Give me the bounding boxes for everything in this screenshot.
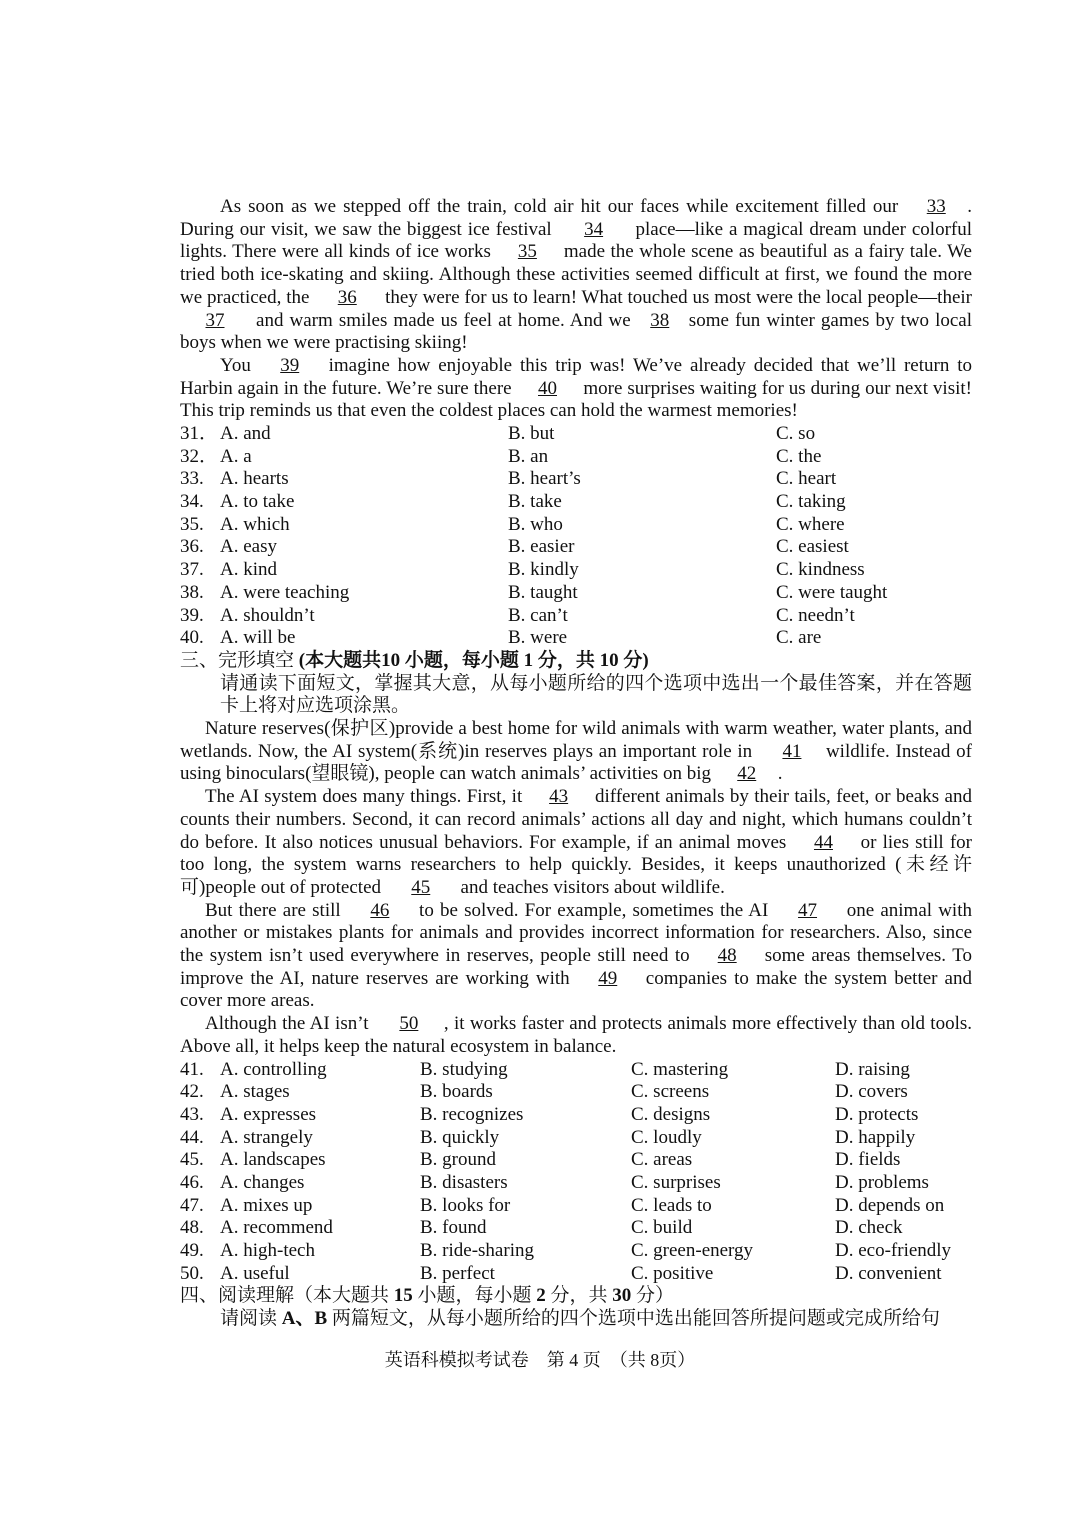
answer-blank-49: 49 [598, 967, 618, 989]
section4-mid2: 分，共 [545, 1285, 613, 1307]
passage-text: Although the AI isn’t [205, 1013, 374, 1035]
passage-text: place—like a magical dream under colorful lights. There were all kinds of ice works [180, 218, 972, 263]
option-d: D. convenient [835, 1262, 942, 1284]
answer-blank-44: 44 [813, 831, 833, 853]
options-31-40 [180, 423, 972, 650]
option-a: A. landscapes [220, 1149, 326, 1171]
option-b: B. heart’s [508, 468, 581, 490]
option-d: D. raising [835, 1058, 910, 1080]
option-d: D. check [835, 1217, 903, 1239]
section3-title: 三、完形填空 [180, 649, 295, 671]
option-b: B. studying [420, 1058, 508, 1080]
section4-title: 四、阅读理解（本大题共 [180, 1285, 394, 1307]
passage-text: more surprises waiting for us during our next visit! This trip reminds us that even the coldest places can hold the warmest memories! [180, 377, 972, 422]
section3-points: 1 [523, 649, 534, 671]
option-row [180, 536, 972, 559]
section3-note-mid2: 分，共 [533, 649, 600, 671]
question-number: 50. [180, 1262, 204, 1284]
section4-instruction-pre: 请阅读 [220, 1308, 282, 1330]
passage2-paragraph-3 [180, 900, 972, 1014]
answer-blank-39: 39 [280, 354, 300, 376]
option-b: B. take [508, 491, 562, 513]
option-a: A. useful [220, 1262, 290, 1284]
passage2-paragraph-2 [180, 786, 972, 900]
question-number: 42. [180, 1081, 204, 1103]
option-c: C. leads to [631, 1194, 712, 1216]
option-a: A. hearts [220, 468, 289, 490]
option-row [180, 559, 972, 582]
question-number: 39. [180, 604, 204, 626]
answer-blank-43: 43 [549, 786, 569, 808]
passage-text: made the whole scene as beautiful as a fairy tale. We tried both ice-skating and skiing. Although these activities seemed difficult at first, we found the more we practiced, the [180, 241, 972, 308]
passage-text: or lies still for too long, the system warns researchers to help quickly. Besides, it keeps unauthorized (未经许可)people out of protected [180, 831, 972, 898]
option-c: C. green-energy [631, 1240, 754, 1262]
option-row [180, 468, 972, 491]
option-b: B. kindly [508, 559, 579, 581]
question-number: 47. [180, 1194, 204, 1216]
option-c: C. mastering [631, 1058, 729, 1080]
option-row [180, 1059, 972, 1082]
passage-text: some areas themselves. To improve the AI, nature reserves are working with [180, 945, 972, 989]
option-row [180, 1263, 972, 1286]
option-a: A. recommend [220, 1217, 333, 1239]
passage1-paragraph-1 [180, 196, 972, 355]
option-a: A. and [220, 423, 271, 445]
section3-instruction: 请通读下面短文，掌握其大意，从每小题所给的四个选项中选出一个最佳答案，并在答题卡上将对应选项涂黑。 [220, 672, 972, 717]
option-row [180, 1195, 972, 1218]
section3-note-mid: 小题，每小题 [400, 649, 524, 671]
option-c: C. the [776, 445, 822, 467]
question-number: 32． [180, 445, 219, 467]
option-a: A. mixes up [220, 1194, 313, 1216]
passage-text: companies to make the system better and cover more areas. [180, 967, 972, 1012]
option-a: A. to take [220, 491, 295, 513]
answer-blank-47: 47 [798, 899, 818, 921]
passage-text: some fun winter games by two local boys when we were practising skiing! [180, 309, 973, 354]
option-a: A. will be [220, 627, 296, 649]
options-41-50 [180, 1059, 972, 1286]
passage-text: one animal with another or mistakes plants for animals and provides incorrect information for researchers. Also, since the system isn’t used everywhere in reserves, people still need to [180, 899, 972, 967]
section4-instruction-bold: A、B [281, 1308, 328, 1330]
option-b: B. taught [508, 581, 578, 603]
page-footer: 英语科模拟考试卷 第 4 页 （共 8页） [384, 1350, 696, 1370]
option-a: A. easy [220, 536, 277, 558]
option-c: C. needn’t [776, 604, 855, 626]
section3-note-open: (本大题共 [294, 649, 382, 671]
option-b: B. were [508, 627, 568, 649]
option-a: A. stages [220, 1081, 290, 1103]
passage-text: they were for us to learn! What touched us most were the local people—their [380, 286, 973, 308]
option-b: B. recognizes [420, 1103, 524, 1125]
option-b: B. boards [420, 1081, 493, 1103]
option-a: A. strangely [220, 1126, 313, 1148]
option-row [180, 1217, 972, 1240]
option-row [180, 1081, 972, 1104]
passage-text: . [777, 763, 783, 785]
option-a: A. were teaching [220, 581, 350, 603]
option-row [180, 491, 972, 514]
option-row [180, 627, 972, 650]
option-c: C. designs [631, 1103, 711, 1125]
answer-blank-50: 50 [399, 1013, 419, 1035]
passage-text: The AI system does many things. First, it [205, 786, 528, 808]
question-number: 46. [180, 1172, 204, 1193]
question-number: 33. [180, 468, 204, 490]
passage-text: You [220, 354, 259, 376]
section3-total: 10 [599, 649, 619, 671]
option-row [180, 1172, 972, 1195]
question-number: 36. [180, 536, 204, 558]
option-b: B. looks for [420, 1194, 511, 1216]
option-b: B. disasters [420, 1172, 508, 1193]
question-number: 31． [180, 423, 219, 445]
question-number: 35. [180, 513, 204, 535]
option-c: C. build [631, 1217, 693, 1239]
option-d: D. fields [835, 1149, 901, 1171]
section4-heading [180, 1285, 972, 1308]
passage2-paragraph-1 [180, 718, 972, 786]
question-number: 48. [180, 1217, 204, 1239]
option-c: C. taking [776, 491, 846, 513]
passage-text: Nature reserves(保护区)provide a best home for wild animals with warm weather, water plants, and wetlands. Now, the AI system(系统)in reserves plays an important role in [180, 718, 972, 762]
option-a: A. which [220, 513, 290, 535]
option-a: A. controlling [220, 1058, 327, 1080]
option-a: A. expresses [220, 1103, 317, 1125]
option-b: B. quickly [420, 1126, 500, 1148]
option-b: B. perfect [420, 1262, 495, 1284]
option-c: C. easiest [776, 536, 849, 558]
section3-count: 10 [381, 649, 401, 671]
question-number: 49. [180, 1240, 204, 1262]
option-c: C. where [776, 513, 845, 535]
question-number: 45. [180, 1149, 204, 1171]
section3-note [294, 650, 649, 671]
option-d: D. covers [835, 1081, 908, 1103]
option-row [180, 514, 972, 537]
section3-note-close: 分) [618, 649, 649, 671]
option-row [180, 1104, 972, 1127]
option-c: C. surprises [631, 1172, 721, 1193]
passage-text: and warm smiles made us feel at home. And we [250, 309, 637, 331]
passage-text: , it works faster and protects animals more effectively than old tools. Above all, it helps keep the natural ecosystem in balance. [180, 1013, 972, 1057]
option-c: C. loudly [631, 1126, 702, 1148]
passage-text: But there are still [205, 899, 347, 921]
section3-heading [180, 650, 972, 673]
answer-blank-34: 34 [584, 218, 604, 240]
option-a: A. kind [220, 559, 277, 581]
section4-instruction-post: 两篇短文，从每小题所给的四个选项中选出能回答所提问题或完成所给句 [327, 1308, 940, 1330]
option-row [180, 446, 972, 469]
passage-text: wildlife. Instead of using binoculars(望眼镜), people can watch animals’ activities on big [180, 740, 972, 785]
answer-blank-37: 37 [205, 309, 225, 331]
question-number: 43. [180, 1103, 204, 1125]
option-d: D. depends on [835, 1194, 945, 1216]
question-number: 40. [180, 627, 204, 649]
answer-blank-42: 42 [737, 763, 757, 785]
passage-text: As soon as we stepped off the train, cold air hit our faces while excitement filled our [220, 196, 906, 217]
passage-text: different animals by their tails, feet, or beaks and counts their numbers. Second, it can record animals’ actions all day and night, which humans couldn’t do before. It also notices unusual behaviors. For example, if an animal moves [180, 786, 972, 853]
question-number: 38. [180, 581, 204, 603]
option-a: A. a [220, 445, 252, 467]
option-a: A. high-tech [220, 1240, 315, 1262]
option-b: B. but [508, 423, 555, 445]
answer-blank-41: 41 [782, 740, 802, 762]
option-d: D. eco-friendly [835, 1240, 952, 1262]
section4-mid: 小题，每小题 [412, 1285, 537, 1307]
option-b: B. ground [420, 1149, 496, 1171]
option-row [180, 582, 972, 605]
answer-blank-48: 48 [717, 945, 737, 967]
passage-text: . During our visit, we saw the biggest ice festival [180, 196, 972, 240]
option-c: C. heart [776, 468, 837, 490]
option-c: C. are [776, 627, 822, 649]
option-row [180, 1127, 972, 1150]
option-c: C. kindness [776, 559, 865, 581]
option-a: A. shouldn’t [220, 604, 315, 626]
option-c: C. positive [631, 1262, 714, 1284]
option-b: B. an [508, 445, 549, 467]
section4-count: 15 [393, 1285, 413, 1307]
passage-text: and teaches visitors about wildlife. [455, 876, 725, 898]
question-number: 34. [180, 491, 204, 513]
option-row [180, 423, 972, 446]
answer-blank-35: 35 [517, 241, 537, 263]
passage2-paragraph-4 [180, 1013, 972, 1058]
option-b: B. ride-sharing [420, 1240, 534, 1262]
section4-points: 2 [536, 1285, 546, 1307]
option-b: B. found [420, 1217, 487, 1239]
page-content [180, 196, 972, 1331]
option-d: D. protects [835, 1103, 919, 1125]
passage1-paragraph-2 [180, 355, 972, 423]
passage-text: to be solved. For example, sometimes the AI [412, 899, 775, 921]
option-row [180, 1240, 972, 1263]
answer-blank-40: 40 [538, 377, 557, 399]
option-c: C. so [776, 423, 816, 445]
option-d: D. happily [835, 1126, 916, 1148]
option-b: B. easier [508, 536, 575, 558]
option-row [180, 605, 972, 628]
answer-blank-45: 45 [411, 876, 431, 898]
option-c: C. screens [631, 1081, 710, 1103]
option-b: B. can’t [508, 604, 568, 626]
answer-blank-33: 33 [926, 196, 946, 217]
answer-blank-38: 38 [650, 309, 670, 331]
option-b: B. who [508, 513, 563, 535]
option-row [180, 1149, 972, 1172]
question-number: 41. [180, 1058, 204, 1080]
section4-close: 分） [631, 1285, 675, 1307]
passage-text: imagine how enjoyable this trip was! We’ve already decided that we’ll return to Harbin again in the future. We’re sure there [180, 354, 972, 399]
option-c: C. areas [631, 1149, 693, 1171]
option-c: C. were taught [776, 581, 888, 603]
section4-total: 30 [612, 1285, 632, 1307]
answer-blank-36: 36 [337, 286, 357, 308]
option-d: D. problems [835, 1172, 929, 1193]
option-a: A. changes [220, 1172, 305, 1193]
section4-instruction [220, 1308, 972, 1331]
question-number: 37. [180, 559, 204, 581]
question-number: 44. [180, 1126, 204, 1148]
answer-blank-46: 46 [370, 899, 390, 921]
